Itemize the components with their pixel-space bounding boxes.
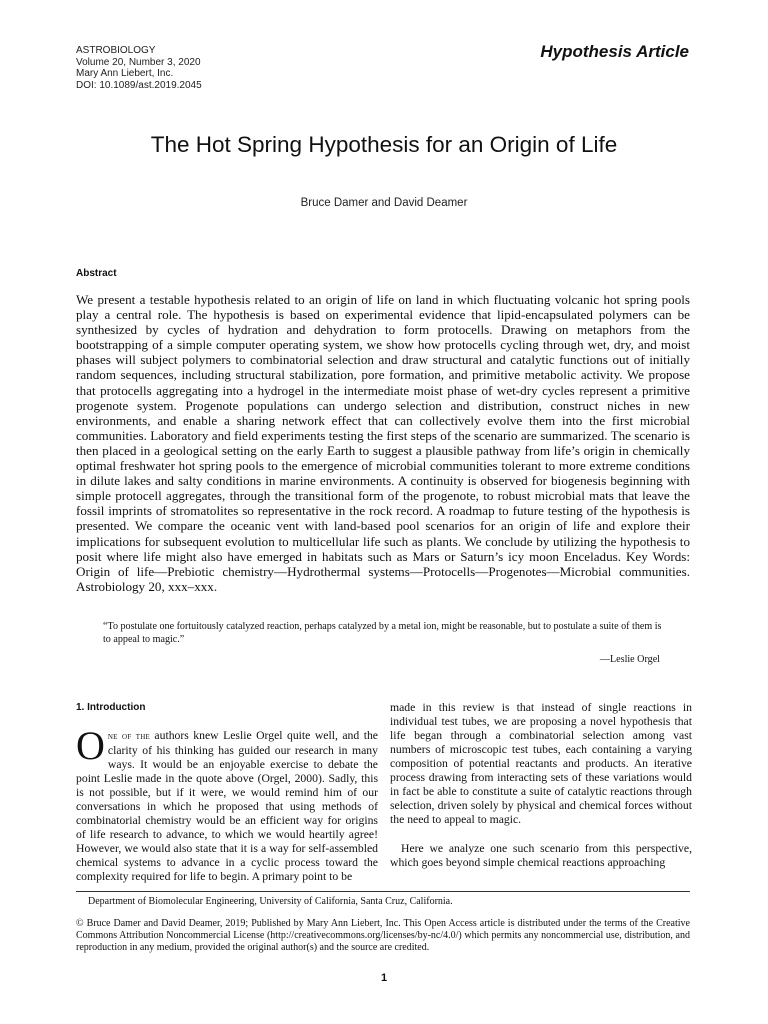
footnote-divider	[76, 891, 690, 892]
journal-doi: DOI: 10.1089/ast.2019.2045	[76, 79, 202, 91]
journal-publisher: Mary Ann Liebert, Inc.	[76, 68, 174, 79]
introduction-paragraph	[76, 723, 378, 885]
epigraph-attribution: —Leslie Orgel	[599, 654, 660, 665]
introduction-paragraph-2: Here we analyze one such scenario from this perspective, which goes beyond simple chemical reactions approaching	[390, 842, 692, 870]
abstract-body: We present a testable hypothesis related to an origin of life on land in which fluctuating volcanic hot spring pools play a central role. The hypothesis is based on experimental evidence that lipid-encapsulated polymers can be synthesized by cycles of hydration and dehydration to form protocells. Drawing on metaphors from the bootstrapping of a simple computer operating system, we show how protocells cycling through wet, dry, and moist phases will subject polymers to combinatorial selection and draw structural and catalytic functions out of initially random sequences, including structural stabilization, pore formation, and primitive metabolic activity. We propose that protocells aggregating into a hydrogel in the intermediate moist phase of wet-dry cycles represent a primitive progenote system. Progenote populations can undergo selection and distribution, construct niches in new environments, and enable a sharing network effect that can collectively evolve them into the first microbial communities. Laboratory and field experiments testing the first steps of the scenario are summarized. The scenario is then placed in a geological setting on the early Earth to suggest a plausible pathway from life’s origin in chemically optimal freshwater hot spring pools to the emergence of microbial communities tolerant to more extreme conditions in dilute lakes and salty conditions in marine environments. A continuity is observed for biogenesis beginning with simple protocell aggregates, through the transitional form of the progenote, to robust microbial mats that leave the fossil imprints of stromatolites so representative in the rock record. A roadmap to future testing of the hypothesis is presented. We compare the oceanic vent with land-based pool scenarios for an origin of life and explore their implications for subsequent evolution to multicellular life such as plants. We conclude by utilizing the hypothesis to posit where life might also have emerged in habitats such as Mars or Saturn’s icy moon Enceladus. Key Words: Origin of life—Prebiotic chemistry—Hydrothermal systems—Protocells—Progenotes—Microbial communities. Astrobiology 20, xxx–xxx.	[76, 292, 690, 594]
page-title: The Hot Spring Hypothesis for an Origin of Life	[150, 132, 618, 157]
text-column-right	[390, 701, 692, 870]
drop-cap: O	[76, 723, 105, 768]
author-list: Bruce Damer and David Deamer	[300, 197, 468, 209]
page-number: 1	[380, 972, 388, 984]
small-caps-lead: ne of the	[107, 731, 150, 742]
text-column-left	[76, 723, 378, 885]
introduction-paragraph-continued: made in this review is that instead of single reactions in individual test tubes, we are proposing a novel hypothesis that life began through a combinatorial selection among vast numbers of microscopic test tubes, each containing a varying composition of potential reactants and products. An iterative process drawing from interacting sets of these variations would in fact be able to constitute a suite of catalytic reactions through selection, driven solely by physical and chemical forces without the need to appeal to magic.	[390, 701, 692, 827]
section-heading-introduction: 1. Introduction	[76, 702, 146, 713]
journal-volume: Volume 20, Number 3, 2020	[76, 56, 201, 68]
author-affiliation: Department of Biomolecular Engineering, University of California, Santa Cruz, California.	[88, 896, 453, 907]
journal-metadata	[76, 45, 202, 91]
abstract-heading: Abstract	[76, 268, 117, 279]
epigraph-quote: “To postulate one fortuitously catalyzed reaction, perhaps catalyzed by a metal ion, might be reasonable, but to postulate a suite of them is to appeal to magic.”	[103, 621, 662, 645]
article-type: Hypothesis Article	[540, 42, 689, 61]
introduction-paragraph-text: authors knew Leslie Orgel quite well, and the clarity of his thinking has guided our research in many ways. It would be an enjoyable exercise to debate the point Leslie made in the quote above (Orgel, 2000). Sadly, this is not possible, but if it were, we would remind him of our conversations in which he proposed that using methods of combinatorial chemistry would be an efficient way for origins of life research to advance, to which we would heartily agree! However, we would also state that it is a way for self-assembled chemical systems to advance in a cyclic process toward the complexity required for life to begin. A primary point to be	[76, 729, 378, 884]
journal-name: ASTROBIOLOGY	[76, 45, 156, 56]
copyright-notice: © Bruce Damer and David Deamer, 2019; Published by Mary Ann Liebert, Inc. This Open Access article is distributed under the terms of the Creative Commons Attribution Noncommercial License (http://creativecommons.org/licenses/by-nc/4.0/) which permits any noncommercial use, distribution, and reproduction in any medium, provided the original author(s) and the source are credited.	[76, 918, 690, 954]
